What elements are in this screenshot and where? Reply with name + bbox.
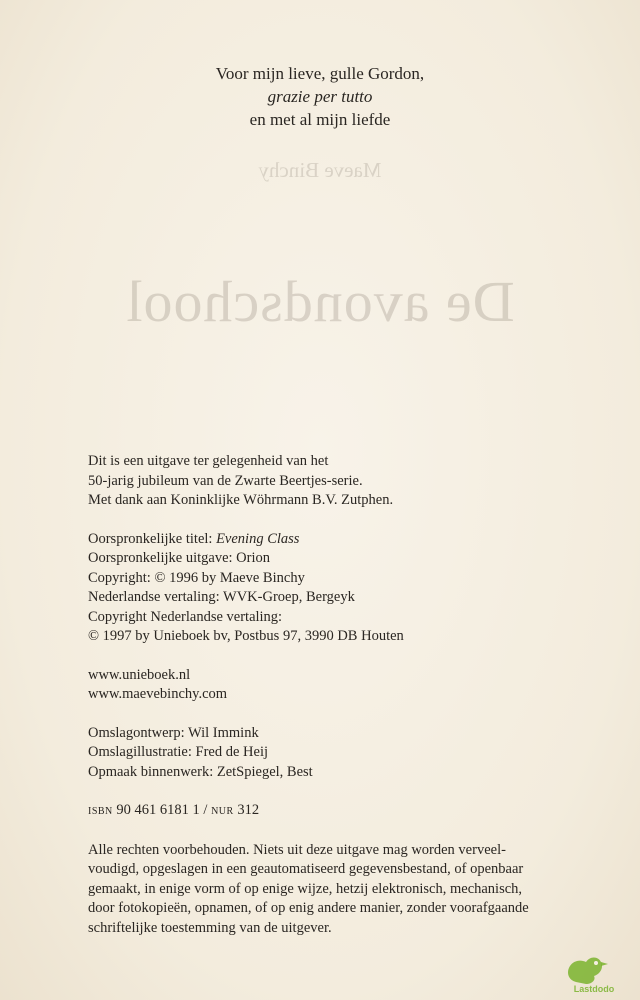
copyright: Copyright: © 1996 by Maeve Binchy	[88, 569, 305, 586]
nur-label: NUR	[211, 806, 234, 817]
dedication-line-3: en met al mijn liefde	[249, 110, 391, 129]
rights-line-4: door fotokopieën, opnamen, of op enig andere manier, zonder voorafgaande	[88, 900, 529, 916]
website-1: www.unieboek.nl	[88, 666, 191, 683]
bleedthrough-author: Maeve Binchy	[258, 158, 382, 182]
dedication	[0, 62, 640, 131]
rights-line-5: schriftelijke toestemming van de uitgever.	[88, 919, 332, 936]
isbn-value: 90 461 6181 1 /	[112, 802, 212, 818]
copyright-translation-label: Copyright Nederlandse vertaling:	[88, 608, 283, 625]
isbn-line	[88, 801, 608, 822]
bleedthrough-title: De avondschool	[125, 269, 515, 334]
watermark-text: Lastdodo	[573, 984, 615, 994]
original-title-line	[88, 530, 608, 550]
edition-line-1: Dit is een uitgave ter gelegenheid van het	[88, 453, 329, 469]
layout-credit: Opmaak binnenwerk: ZetSpiegel, Best	[88, 763, 313, 780]
dedication-line-1: Voor mijn lieve, gulle Gordon,	[215, 64, 425, 83]
website-2: www.maevebinchy.com	[88, 686, 228, 702]
nur-value: 312	[233, 802, 260, 818]
copyright-translation: © 1997 by Unieboek bv, Postbus 97, 3990 DB Houten	[88, 628, 404, 644]
rights-line-3: gemaakt, in enige vorm of op enige wijze, hetzij elektronisch, mechanisch,	[88, 880, 523, 897]
original-publisher: Oorspronkelijke uitgave: Orion	[88, 550, 271, 566]
original-title: Evening Class	[216, 530, 300, 547]
edition-line-2: 50-jarig jubileum van de Zwarte Beertjes-serie.	[88, 472, 363, 489]
original-title-label: Oorspronkelijke titel:	[88, 530, 217, 547]
dedication-line-2: grazie per tutto	[267, 87, 373, 106]
cover-design: Omslagontwerp: Wil Immink	[88, 724, 259, 741]
rights-line-2: voudigd, opgeslagen in een geautomatiseerd gegevensbestand, of openbaar	[88, 861, 524, 877]
lastdodo-watermark-logo	[556, 946, 632, 994]
isbn-label: ISBN	[88, 806, 113, 817]
cover-illustration: Omslagillustratie: Fred de Heij	[88, 744, 269, 760]
rights-line-1: Alle rechten voorbehouden. Niets uit deze uitgave mag worden verveel-	[88, 841, 506, 858]
translation: Nederlandse vertaling: WVK-Groep, Bergeyk	[88, 589, 355, 605]
colophon	[88, 452, 608, 938]
edition-line-3: Met dank aan Koninklijke Wöhrmann B.V. Zutphen.	[88, 492, 394, 508]
